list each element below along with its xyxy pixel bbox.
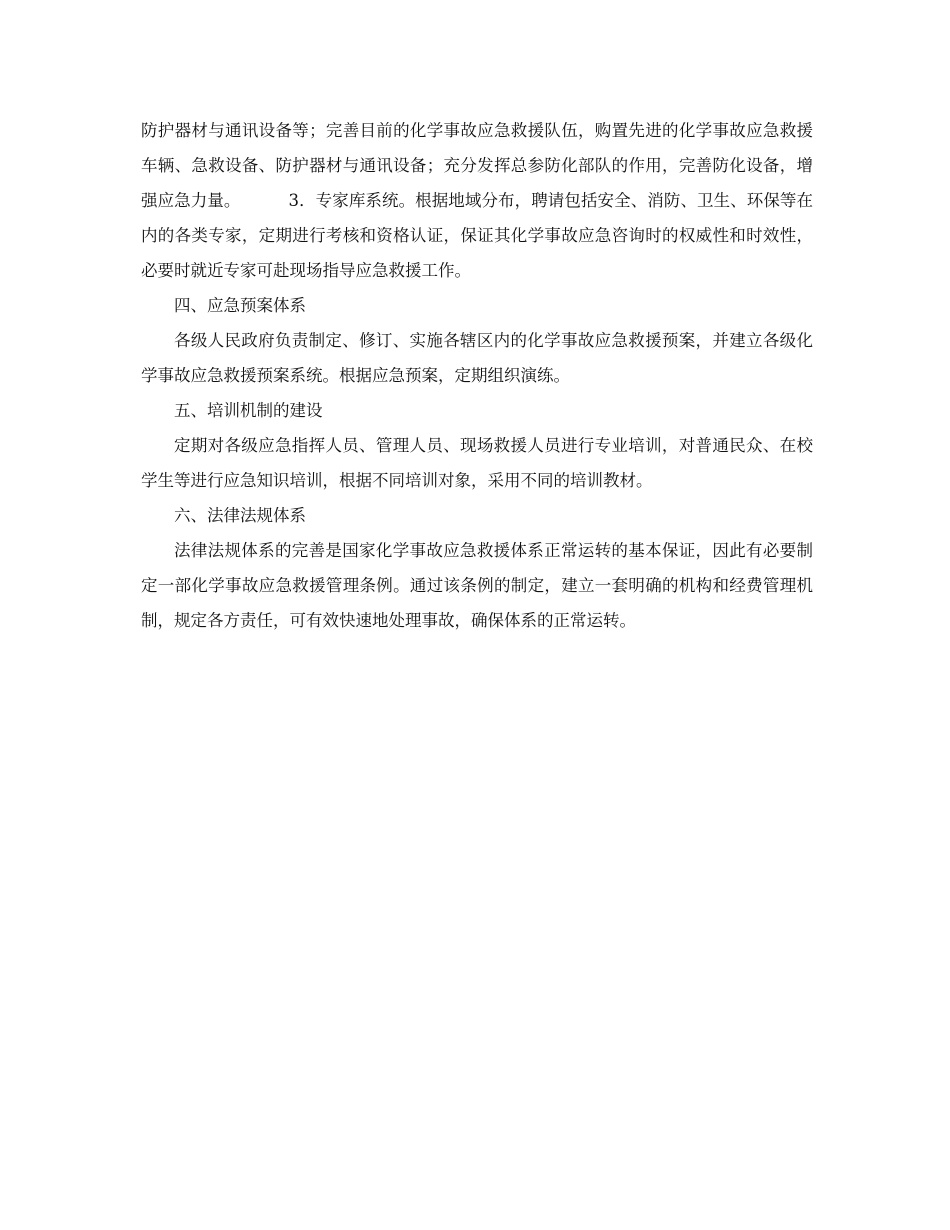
paragraph-emergency-plan: 各级人民政府负责制定、修订、实施各辖区内的化学事故应急救援预案，并建立各级化学事故应急救援预案系统。根据应急预案，定期组织演练。 <box>141 331 813 385</box>
section-heading-laws: 六、法律法规体系 <box>174 506 306 525</box>
section-heading-training: 五、培训机制的建设 <box>174 401 323 420</box>
paragraph-equipment-and-experts <box>141 113 813 288</box>
paragraph-training: 定期对各级应急指挥人员、管理人员、现场救援人员进行专业培训，对普通民众、在校学生等进行应急知识培训，根据不同培训对象，采用不同的培训教材。 <box>141 436 813 490</box>
paragraph-expert-system-text: 3．专家库系统。根据地域分布，聘请包括安全、消防、卫生、环保等在内的各类专家，定期进行考核和资格认证，保证其化学事故应急咨询时的权威性和时效性，必要时就近专家可赴现场指导应急救援工作。 <box>141 191 814 280</box>
paragraph-laws: 法律法规体系的完善是国家化学事故应急救援体系正常运转的基本保证，因此有必要制定一部化学事故应急救援管理条例。通过该条例的制定，建立一套明确的机构和经费管理机制，规定各方责任，可有效快速地处理事故，确保体系的正常运转。 <box>141 541 813 630</box>
document-body <box>141 113 813 638</box>
paragraph-equipment-text: 防护器材与通讯设备等；完善目前的化学事故应急救援队伍，购置先进的化学事故应急救援车辆、急救设备、防护器材与通讯设备；充分发挥总参防化部队的作用，完善防化设备，增强应急力量。 <box>141 121 813 210</box>
section-heading-emergency-plan: 四、应急预案体系 <box>174 296 306 315</box>
